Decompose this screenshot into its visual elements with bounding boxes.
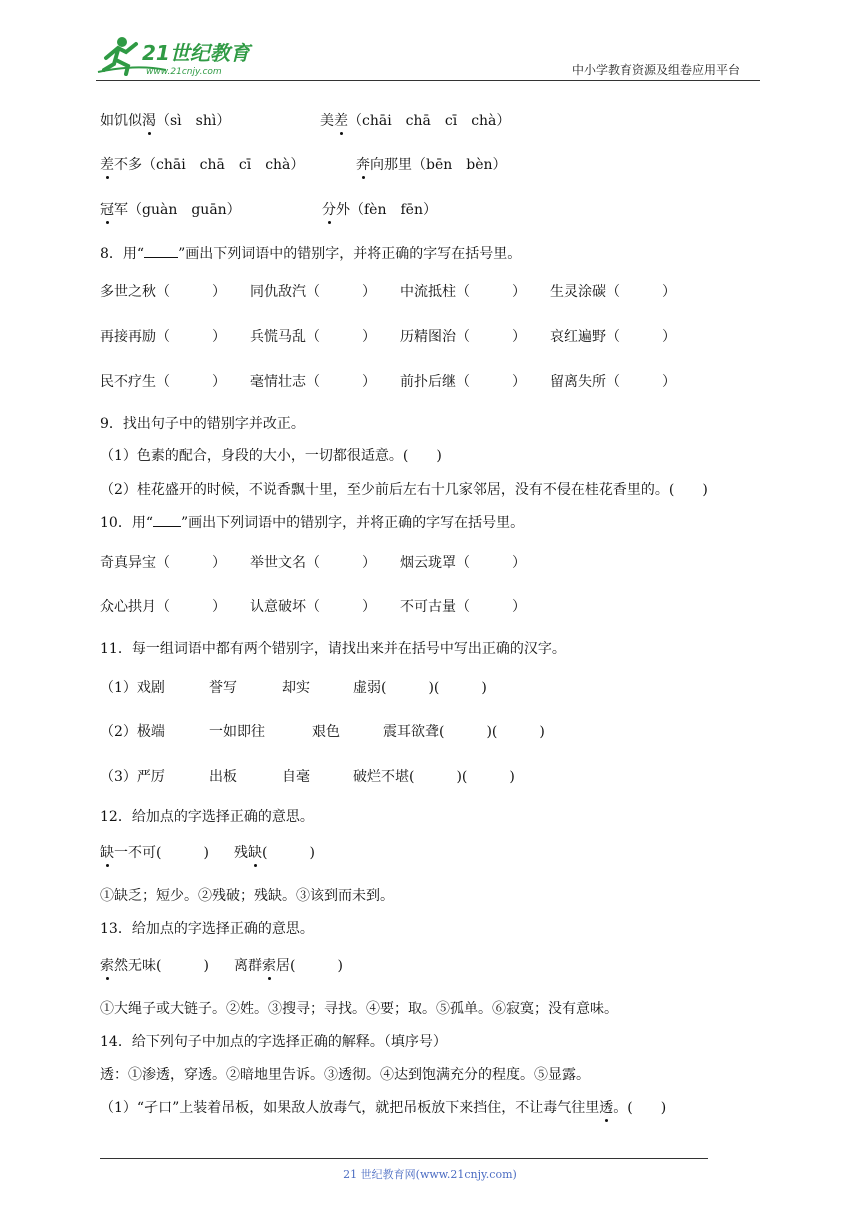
word-item: 破烂不堪( )( ) <box>353 769 515 785</box>
q12-item-1 <box>100 842 209 862</box>
item-text: 如饥似 <box>100 113 142 129</box>
dotted-char: 索 <box>100 955 114 975</box>
word-item: 留离失所（ ） <box>550 374 676 390</box>
word-item: （1）戏剧 <box>100 680 165 696</box>
word-item: 历精图治（ ） <box>400 329 526 345</box>
sentence-text: 。( ) <box>613 1100 667 1116</box>
q14-sentence-1 <box>100 1097 666 1117</box>
q13-options: ①大绳子或大链子。②姓。③搜寻；寻找。④要；取。⑤孤单。⑥寂寞；没有意味。 <box>100 1001 618 1017</box>
q12-options: ①缺乏；短少。②残破；残缺。③该到而未到。 <box>100 888 394 904</box>
word-item: 震耳欲聋( )( ) <box>383 724 545 740</box>
q8-title <box>100 243 521 263</box>
dotted-char: 透 <box>599 1097 613 1117</box>
word-item: 艰色 <box>312 724 340 740</box>
word-item: 举世文名（ ） <box>250 555 376 571</box>
pinyin-item <box>322 199 437 219</box>
word-item: 却实 <box>282 680 310 696</box>
q12-item-2 <box>234 842 315 862</box>
q9-sentence-1: （1）色素的配合，身段的大小，一切都很适意。( ) <box>100 448 442 464</box>
header-divider <box>96 80 760 81</box>
item-text: 美 <box>320 113 334 129</box>
item-text: 不多（chāi chā cī chà） <box>114 157 305 173</box>
q11-title: 11．每一组词语中都有两个错别字，请找出来并在括号中写出正确的汉字。 <box>100 641 566 657</box>
q9-title: 9．找出句子中的错别字并改正。 <box>100 416 305 432</box>
word-item: （2）极端 <box>100 724 165 740</box>
q12-title: 12．给加点的字选择正确的意思。 <box>100 809 314 825</box>
sentence-text: （1）“孑口”上装着吊板，如果敌人放毒气，就把吊板放下来挡住，不让毒气往里 <box>100 1100 600 1116</box>
word-item: 誉写 <box>209 680 237 696</box>
header-platform-text: 中小学教育资源及组卷应用平台 <box>572 63 741 77</box>
item-text: （chāi chā cī chà） <box>348 113 511 129</box>
word-item: 烟云珑罩（ ） <box>400 555 526 571</box>
q10-title-post: ”画出下列词语中的错别字，并将正确的字写在括号里。 <box>180 515 525 531</box>
q13-item-1 <box>100 955 209 975</box>
q13-item-2 <box>234 955 343 975</box>
q9-sentence-2: （2）桂花盛开的时候，不说香飘十里，至少前后左右十几家邻居，没有不侵在桂花香里的。( ) <box>100 482 708 498</box>
word-item: 生灵涂碳（ ） <box>550 284 676 300</box>
word-item: 民不疗生（ ） <box>100 374 226 390</box>
word-item: 前扑后继（ ） <box>400 374 526 390</box>
item-text: 军（guàn guān） <box>114 202 241 218</box>
word-item: 兵慌马乱（ ） <box>250 329 376 345</box>
word-item: 认意破坏（ ） <box>250 599 376 615</box>
item-text: 然无味( ) <box>114 958 209 974</box>
item-text: 向那里（bēn bèn） <box>370 157 507 173</box>
word-item: 再接再励（ ） <box>100 329 226 345</box>
pinyin-item <box>100 199 241 219</box>
dotted-char: 差 <box>334 110 348 130</box>
word-item: 出板 <box>209 769 237 785</box>
dotted-char: 索 <box>262 955 276 975</box>
item-text: ( ) <box>262 845 315 861</box>
q10-title <box>100 512 524 532</box>
word-item: 哀红遍野（ ） <box>550 329 676 345</box>
word-item: 一如即往 <box>209 724 265 740</box>
item-text: （sì shì） <box>156 113 231 129</box>
word-item: 同仇敌汽（ ） <box>250 284 376 300</box>
item-text: 一不可( ) <box>114 845 209 861</box>
site-logo <box>96 34 266 78</box>
word-item: 毫情壮志（ ） <box>250 374 376 390</box>
word-item: 自毫 <box>282 769 310 785</box>
dotted-char: 缺 <box>100 842 114 862</box>
item-text: 离群 <box>234 958 262 974</box>
logo-main-text: 21世纪教育 <box>142 41 250 65</box>
q13-title: 13．给加点的字选择正确的意思。 <box>100 921 314 937</box>
q10-title-pre: 10．用“ <box>100 515 153 531</box>
pinyin-item <box>356 154 507 174</box>
footer-site-text: 21 世纪教育网(www.21cnjy.com) <box>343 1168 517 1181</box>
q8-title-pre: 8．用“ <box>100 246 145 262</box>
word-item: （3）严厉 <box>100 769 165 785</box>
word-item: 不可古量（ ） <box>400 599 526 615</box>
word-item: 奇真异宝（ ） <box>100 555 226 571</box>
q14-title: 14．给下列句子中加点的字选择正确的解释。（填序号） <box>100 1034 447 1050</box>
word-item: 多世之秋（ ） <box>100 284 226 300</box>
underline-mark <box>144 245 178 258</box>
item-text: 居( ) <box>276 958 343 974</box>
dotted-char: 冠 <box>100 199 114 219</box>
pinyin-item <box>100 154 304 174</box>
dotted-char: 渴 <box>142 110 156 130</box>
pinyin-item <box>100 110 230 130</box>
word-item: 众心拱月（ ） <box>100 599 226 615</box>
logo-sub-text: www.21cnjy.com <box>146 67 222 77</box>
dotted-char: 奔 <box>356 154 370 174</box>
word-item: 虚弱( )( ) <box>353 680 487 696</box>
dotted-char: 分 <box>322 199 336 219</box>
item-text: 残 <box>234 845 248 861</box>
dotted-char: 差 <box>100 154 114 174</box>
underline-mark <box>153 514 181 527</box>
footer-divider <box>100 1158 708 1159</box>
runner-logo-icon <box>96 34 266 78</box>
q14-options: 透：①渗透，穿透。②暗地里告诉。③透彻。④达到饱满充分的程度。⑤显露。 <box>100 1067 590 1083</box>
dotted-char: 缺 <box>248 842 262 862</box>
word-item: 中流抵柱（ ） <box>400 284 526 300</box>
item-text: 外（fèn fēn） <box>336 202 437 218</box>
pinyin-item <box>320 110 510 130</box>
q8-title-post: ”画出下列词语中的错别字，并将正确的字写在括号里。 <box>178 246 522 262</box>
